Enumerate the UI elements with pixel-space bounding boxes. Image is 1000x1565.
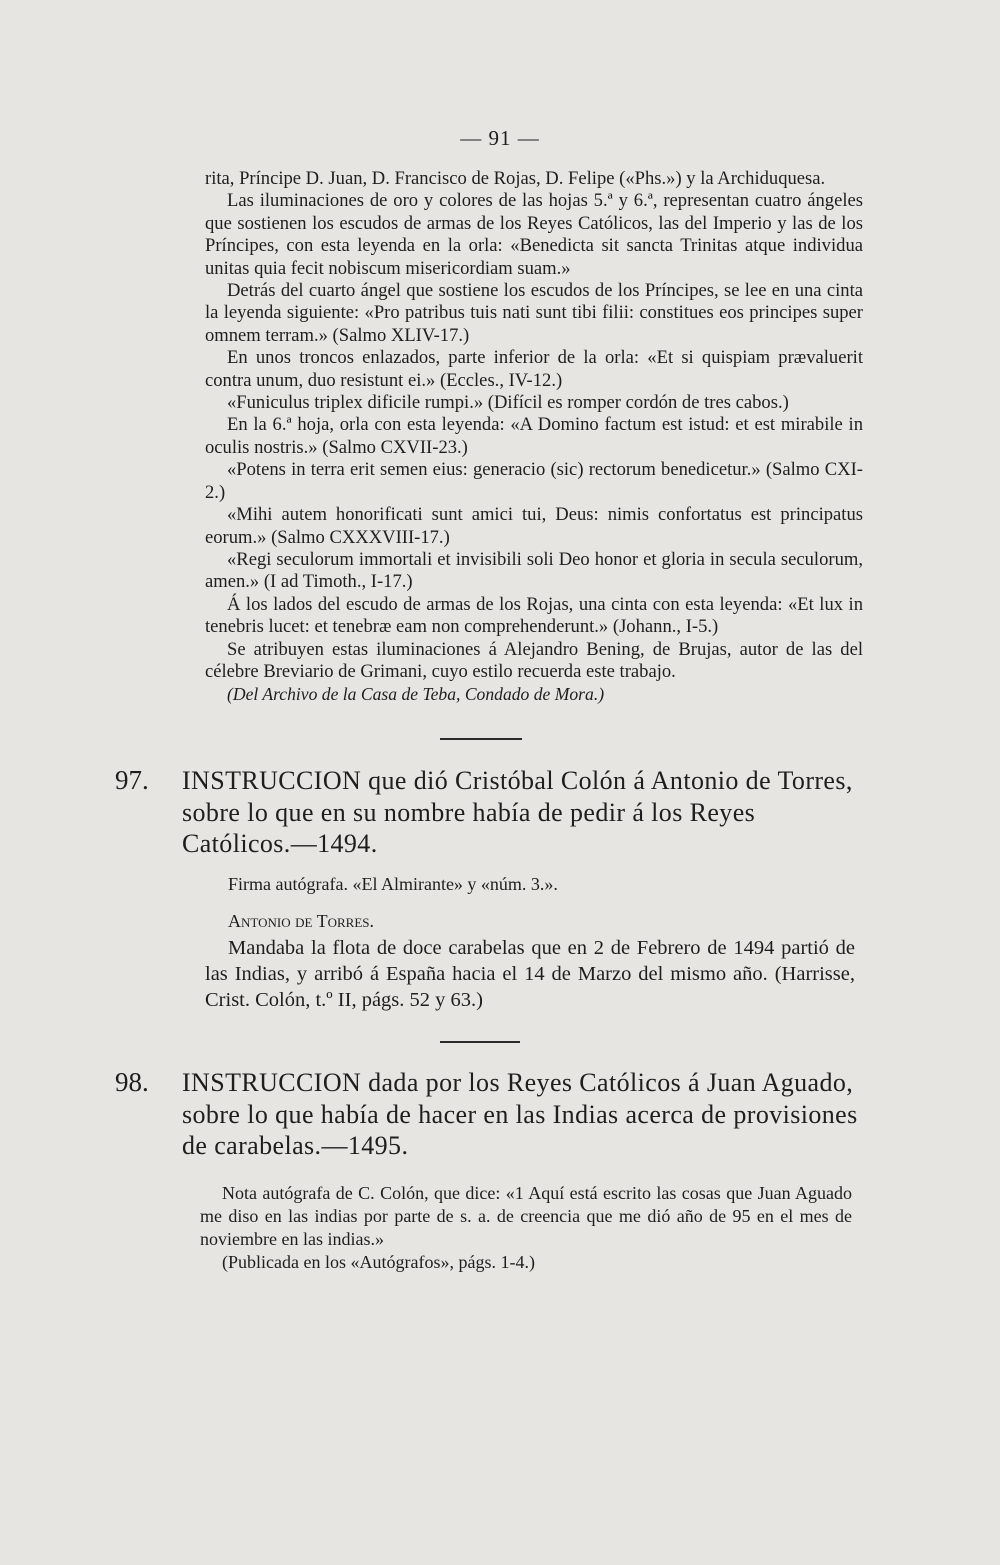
archive-note [205, 683, 863, 705]
paragraph-4: En unos troncos enlazados, parte inferior de la orla: «Et si quispiam prævaluerit contra unum, duo resistunt ei.» (Eccles., IV-12.) [205, 347, 863, 391]
paragraph-1: rita, Príncipe D. Juan, D. Francisco de Rojas, D. Felipe («Phs.») y la Archiduquesa. [205, 168, 826, 189]
paragraph-11: Se atribuyen estas iluminaciones á Alejandro Bening, de Brujas, autor de las del célebre Breviario de Grimani, cuyo estilo recuerda este trabajo. [205, 638, 863, 682]
continued-description [205, 168, 863, 706]
entry-97-number: 97. [115, 765, 149, 795]
entry-98-note: Nota autógrafa de C. Colón, que dice: «1 Aquí está escrito las cosas que Juan Aguado me diso en las indias por parte de s. a. de creencia que me dió año de 95 en el mes de noviembre en las indias.» [200, 1183, 852, 1249]
section-divider [440, 738, 522, 740]
paragraph-8: «Mihi autem honorificati sunt amici tui, Deus: nimis confortatus est principatus eorum.» (Salmo CXXXVIII-17.) [205, 504, 863, 548]
entry-97-person: Antonio de Torres. [228, 911, 374, 931]
paragraph-6: En la 6.ª hoja, orla con esta leyenda: «A Domino factum est istud: et est mirabile in oculis nostris.» (Salmo CXVII-23.) [205, 414, 863, 458]
entry-97-heading: INSTRUCCION que dió Cristóbal Colón á Antonio de Torres, sobre lo que en su nombre había de pedir á los Reyes Católicos.—1494. [182, 766, 853, 858]
entry-98 [115, 1067, 860, 1162]
paragraph-9: «Regi seculorum immortali et invisibili soli Deo honor et gloria in secula seculorum, amen.» (I ad Timoth., I-17.) [205, 548, 863, 593]
entry-97-note: Mandaba la flota de doce carabelas que en 2 de Febrero de 1494 partió de las Indias, y arribó á España hacia el 14 de Marzo del mismo año. (Harrisse, Crist. Colón, t.º II, págs. 52 y 63.) [205, 937, 855, 1011]
paragraph-3: Detrás del cuarto ángel que sostiene los escudos de los Príncipes, se lee en una cinta la leyenda siguiente: «Pro patribus tuis nati sunt tibi filii: constitues eos principes super omnem terram.» (Salmo XLIV-17.) [205, 280, 863, 346]
section-divider-2 [440, 1041, 520, 1043]
paragraph-2: Las iluminaciones de oro y colores de las hojas 5.ª y 6.ª, representan cuatro ángeles que sostienen los escudos de armas de los Reyes Católicos, las del Imperio y las de los Príncipes, con esta leyenda en la orla: «Benedicta sit sancta Trinitas atque individua unitas quia fecit nobiscum misericordiam suam.» [205, 190, 863, 279]
paragraph-10: Á los lados del escudo de armas de los Rojas, una cinta con esta leyenda: «Et lux in tenebris lucet: et tenebræ eam non comprehenderunt.» (Johann., I-5.) [205, 593, 863, 638]
entry-97-signature: Firma autógrafa. «El Almirante» y «núm. 3.». [228, 874, 558, 894]
paragraph-7: «Potens in terra erit semen eius: generacio (sic) rectorum benedicetur.» (Salmo CXI-2.) [205, 459, 863, 503]
paragraph-5: «Funiculus triplex dificile rumpi.» (Difícil es romper cordón de tres cabos.) [227, 392, 789, 414]
entry-97 [115, 765, 860, 860]
entry-98-heading: INSTRUCCION dada por los Reyes Católicos á Juan Aguado, sobre lo que había de hacer en las Indias acerca de provisiones de carabelas.—1495. [182, 1068, 858, 1160]
entry-98-published: (Publicada en los «Autógrafos», págs. 1-4.) [222, 1252, 535, 1272]
entry-98-number: 98. [115, 1067, 149, 1097]
page-number: — 91 — [460, 126, 540, 150]
archive-note-text: (Del Archivo de la Casa de Teba, Condado de Mora.) [227, 684, 605, 705]
